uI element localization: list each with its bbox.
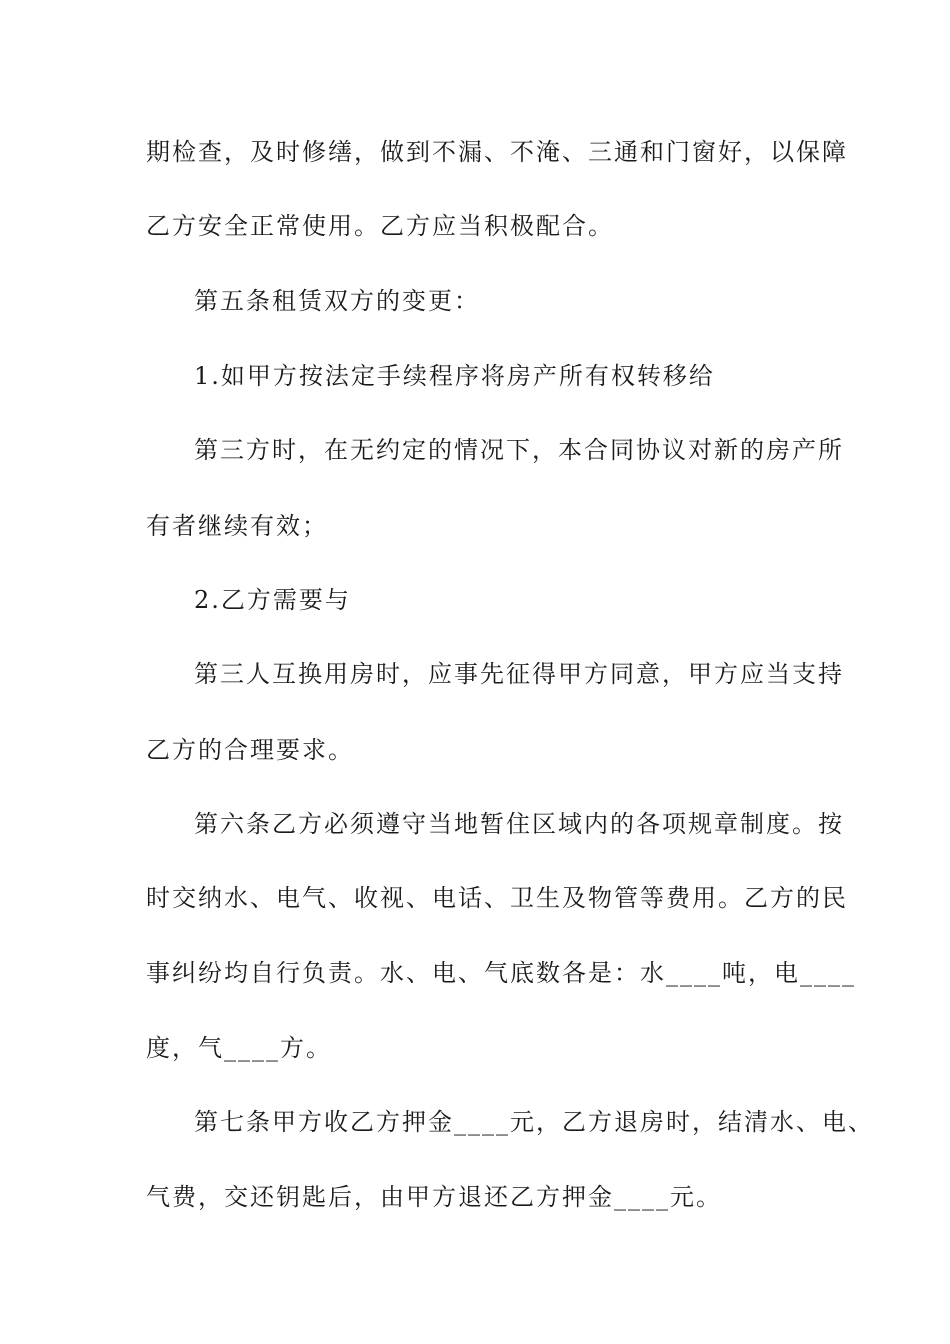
list-item: 1.如甲方按法定手续程序将房产所有权转移给: [194, 362, 715, 390]
paragraph-line: 事纠纷均自行负责。水、电、气底数各是：水____吨，电____: [146, 959, 856, 987]
paragraph-line: 气费，交还钥匙后，由甲方退还乙方押金____元。: [146, 1183, 722, 1211]
paragraph-line: 第三方时，在无约定的情况下，本合同协议对新的房产所: [194, 436, 844, 464]
paragraph-line: 时交纳水、电气、收视、电话、卫生及物管等费用。乙方的民: [146, 884, 848, 912]
paragraph-line: 乙方的合理要求。: [146, 736, 354, 764]
paragraph-line: 有者继续有效；: [146, 512, 328, 540]
paragraph-line: 度，气____方。: [146, 1034, 332, 1062]
paragraph-line: 期检查，及时修缮，做到不漏、不淹、三通和门窗好，以保障: [146, 138, 848, 166]
paragraph-line: 第三人互换用房时，应事先征得甲方同意，甲方应当支持: [194, 660, 844, 688]
paragraph-line: 乙方安全正常使用。乙方应当积极配合。: [146, 212, 614, 240]
list-item: 2.乙方需要与: [194, 586, 351, 614]
article-paragraph: 第六条乙方必须遵守当地暂住区域内的各项规章制度。按: [194, 810, 844, 838]
article-paragraph: 第七条甲方收乙方押金____元，乙方退房时，结清水、电、: [194, 1108, 874, 1136]
article-heading: 第五条租赁双方的变更：: [194, 287, 480, 315]
